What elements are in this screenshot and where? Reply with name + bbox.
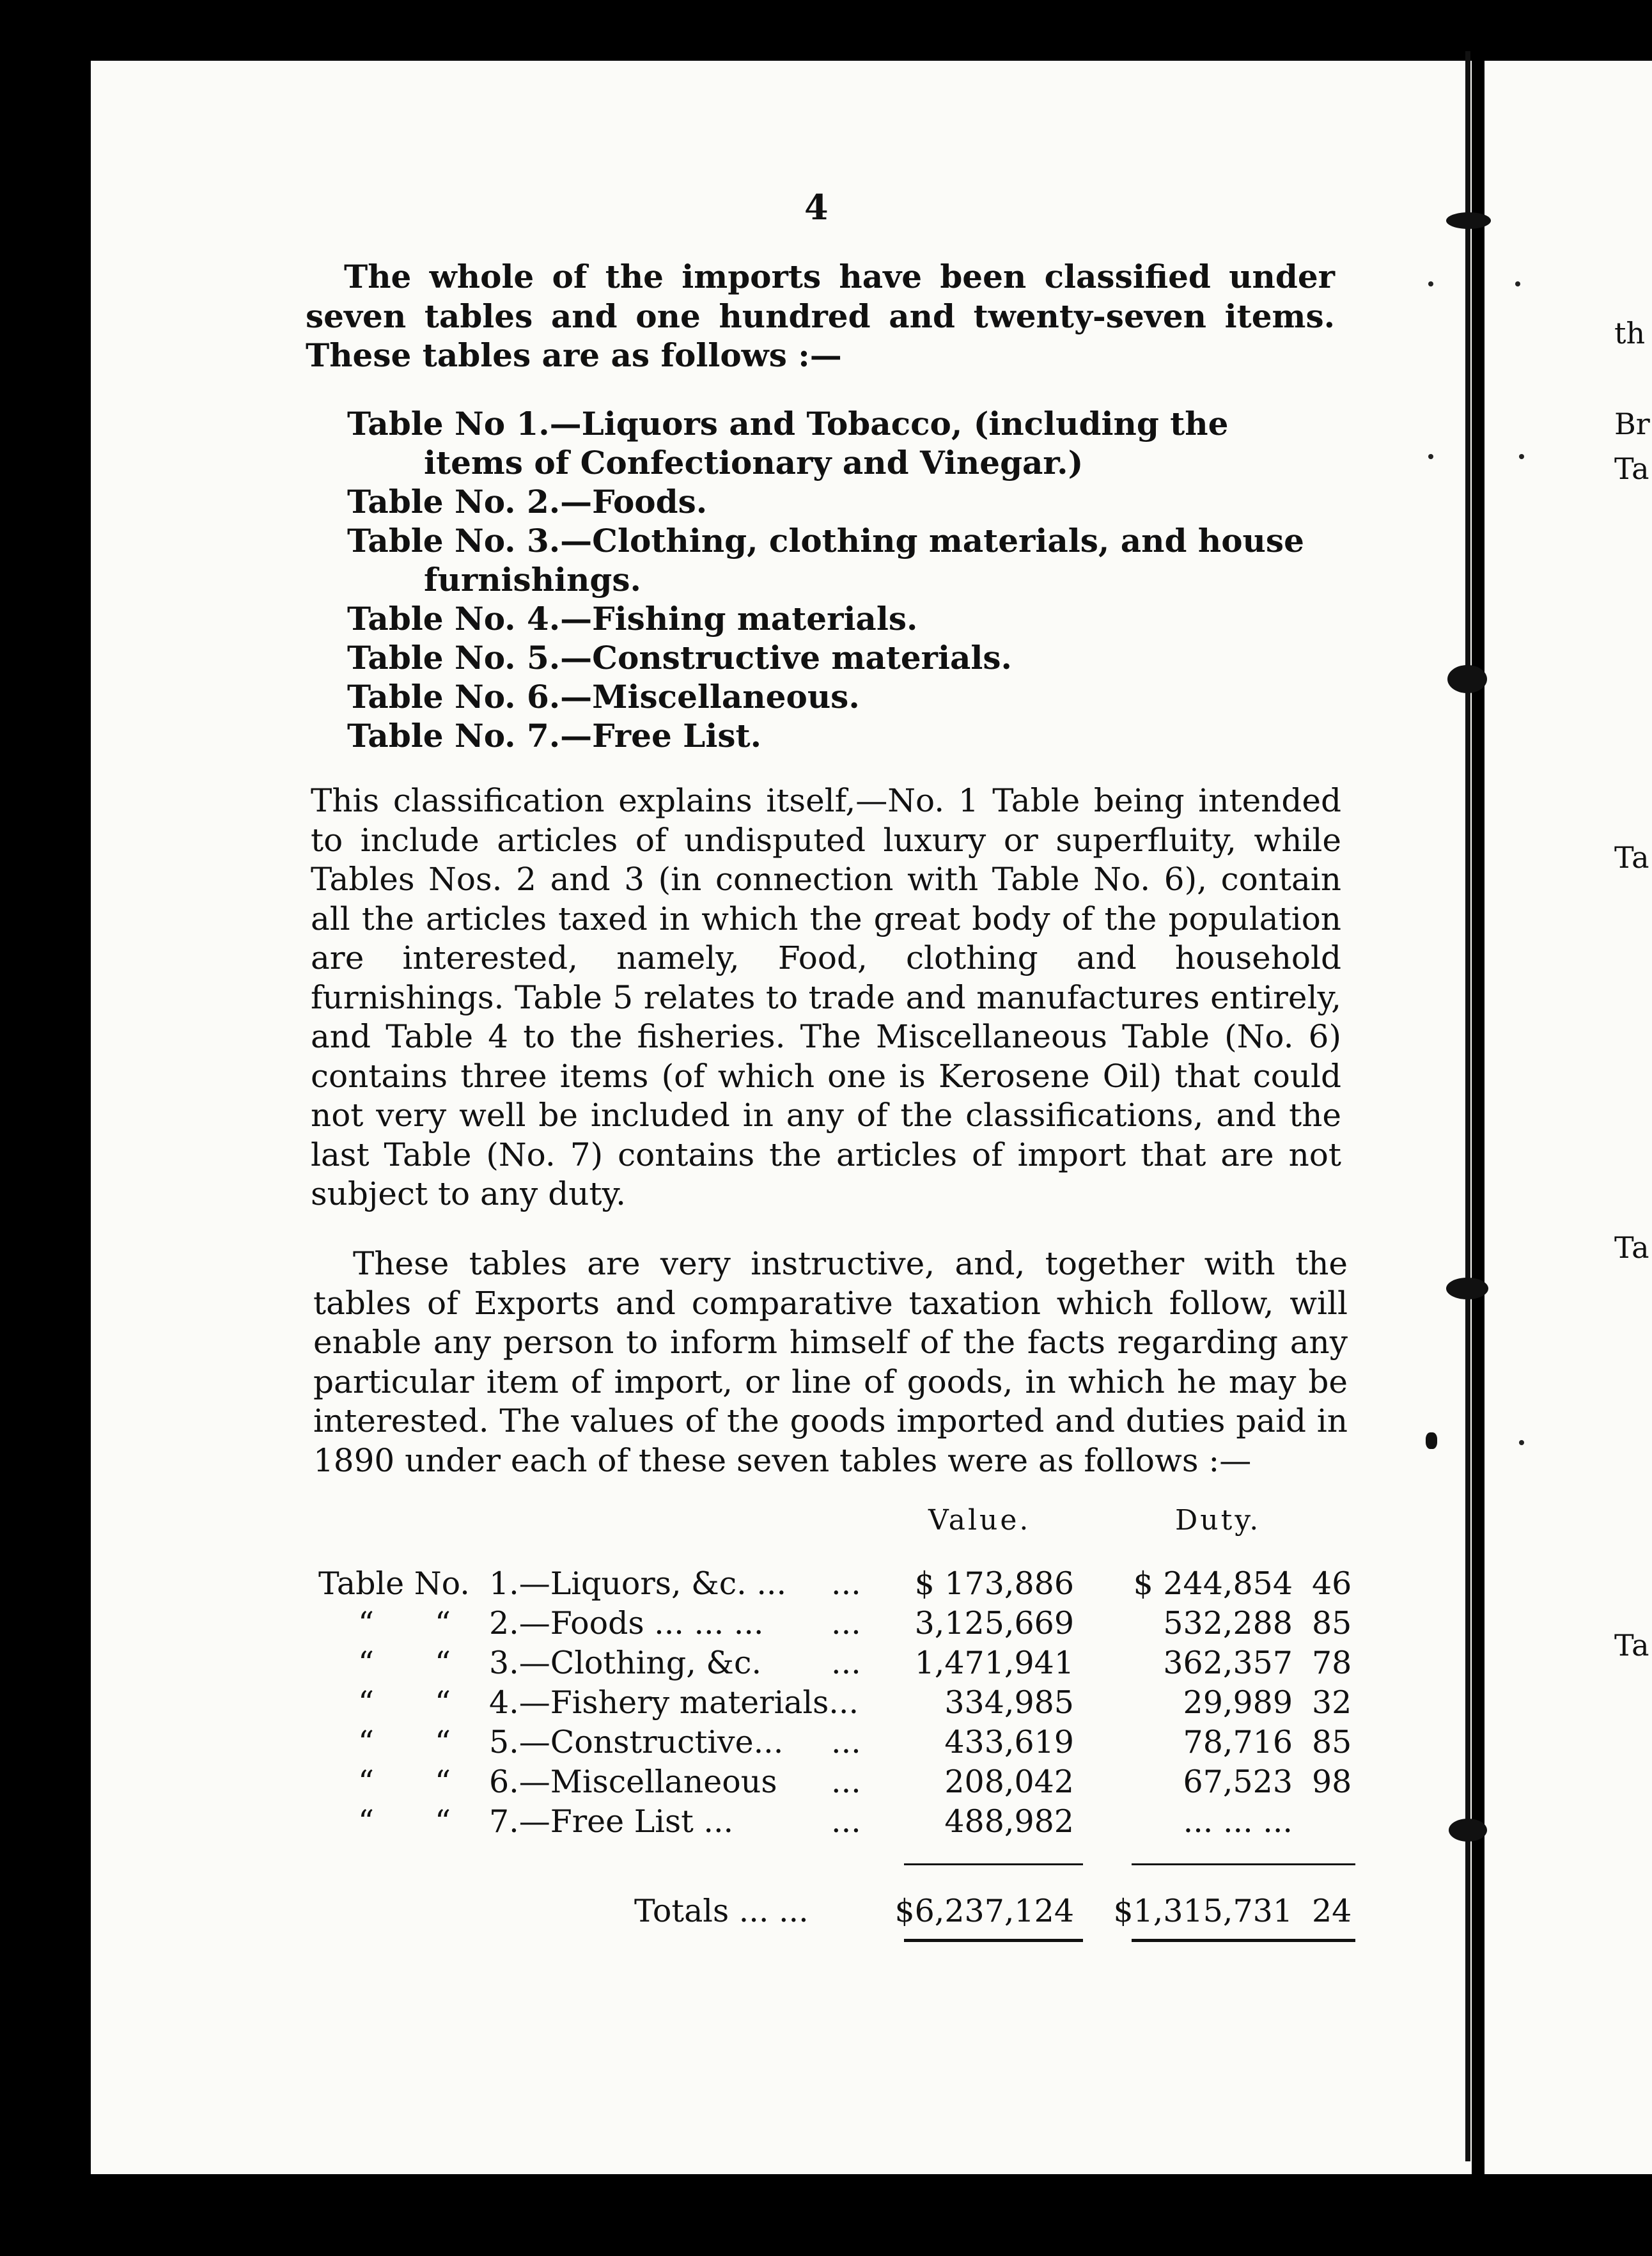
tables-paragraph: These tables are very instructive, and, together with the tables of Exports and comparative taxation which follow, will enable any person to inform himself of the facts regarding any particular item of import, or line of goods, in which he may be interested. The values of the goods imported and duties paid in 1890 under each of these seven tables were as follows :— — [313, 1245, 1348, 1479]
page-number: 4 — [804, 187, 829, 228]
table-row — [0, 1683, 1470, 1723]
row-cents: 78 — [1312, 1645, 1352, 1681]
row-duty: 78,716 — [1183, 1724, 1293, 1760]
row-value: 433,619 — [944, 1724, 1074, 1760]
ditto-mark: “ — [435, 1645, 451, 1681]
row-leader: ... — [831, 1803, 861, 1840]
table-row — [0, 1643, 1470, 1683]
row-value: 1,471,941 — [914, 1645, 1074, 1681]
ditto-mark: “ — [358, 1684, 375, 1721]
ditto-mark: “ — [358, 1605, 375, 1641]
row-label: 2.—Foods ... ... ... — [489, 1605, 764, 1641]
list-item: Table No. 4.—Fishing materials. — [347, 600, 918, 638]
ditto-mark: “ — [358, 1803, 375, 1840]
total-rule — [904, 1939, 1083, 1942]
ditto-mark: “ — [358, 1764, 375, 1800]
binding-hole — [1428, 281, 1433, 286]
sum-rule — [1132, 1863, 1355, 1865]
list-item: Table No. 7.—Free List. — [347, 717, 761, 755]
row-cents: 85 — [1312, 1724, 1352, 1760]
facing-page-text: Ta — [1614, 451, 1649, 486]
facing-page-text: Ta — [1614, 840, 1649, 875]
classification-paragraph: This classification explains itself,—No. 1 Table being intended to include articles of undisputed luxury or superfluity, while Tables Nos. 2 and 3 (in connection with Table No. 6), contain all the articles taxed in which the great body of the population are interested, namely, Food, clothing and household furnishings. Table 5 relates to trade and manufactures entirely, and Table 4 to the fisheries. The Miscellaneous Table (No. 6) contains three items (of which one is Kerosene Oil) that could not very well be included in any of the classifications, and the last Table (No. 7) contains the articles of import that are not subject to any duty. — [311, 782, 1341, 1212]
intro-paragraph: The whole of the imports have been classified under seven tables and one hundred and twenty-seven items. These tables are as follows :— — [306, 258, 1335, 374]
table-row — [0, 1723, 1470, 1762]
row-value: $ 173,886 — [914, 1565, 1074, 1602]
row-leader: ... — [831, 1605, 861, 1641]
binding-hole — [1519, 454, 1524, 459]
binding-hole — [1519, 1440, 1524, 1445]
facing-page — [1484, 61, 1652, 2174]
list-item: Table No 1.—Liquors and Tobacco, (including the items of Confectionary and Vinegar.) — [347, 405, 1229, 482]
ditto-mark: “ — [435, 1803, 451, 1840]
row-cents: 85 — [1312, 1605, 1352, 1641]
row-label: 3.—Clothing, &c. — [489, 1645, 762, 1681]
row-leader: ... — [831, 1724, 861, 1760]
row-leader: ... — [831, 1645, 861, 1681]
row-label: 1.—Liquors, &c. ... — [489, 1565, 787, 1602]
ditto-mark: “ — [435, 1684, 451, 1721]
binding-hole — [1428, 454, 1433, 459]
row-label: 5.—Constructive... — [489, 1724, 784, 1760]
row-label: 7.—Free List ... — [489, 1803, 734, 1840]
row-cents: 32 — [1312, 1684, 1352, 1721]
row-leader: ... — [831, 1565, 861, 1602]
value-column-header: Value. — [928, 1504, 1031, 1537]
list-item: Table No. 6.—Miscellaneous. — [347, 678, 860, 716]
binding-knot — [1447, 665, 1487, 693]
facing-page-text: Ta — [1614, 1230, 1649, 1265]
row-cents: 98 — [1312, 1764, 1352, 1800]
binding-knot — [1446, 1278, 1488, 1299]
totals-label: Totals ... ... — [634, 1893, 809, 1929]
row-label: 6.—Miscellaneous — [489, 1764, 777, 1800]
table-row — [0, 1604, 1470, 1643]
table-list — [347, 404, 1338, 755]
totals-cents: 24 — [1312, 1893, 1352, 1929]
total-rule — [1132, 1939, 1355, 1942]
row-value: 334,985 — [944, 1684, 1074, 1721]
row-duty: 67,523 — [1183, 1764, 1293, 1800]
row-prefix: Table No. — [318, 1565, 470, 1602]
row-value: 488,982 — [944, 1803, 1074, 1840]
row-duty: 532,288 — [1163, 1605, 1293, 1641]
facing-page-text: Ta — [1614, 1628, 1649, 1663]
list-item: Table No. 5.—Constructive materials. — [347, 639, 1012, 677]
row-value: 208,042 — [944, 1764, 1074, 1800]
table-row — [0, 1802, 1470, 1842]
row-duty: 29,989 — [1183, 1684, 1293, 1721]
ditto-mark: “ — [435, 1605, 451, 1641]
row-label: 4.—Fishery materials... — [489, 1684, 859, 1721]
facing-page-text: Br — [1614, 407, 1650, 441]
totals-duty: $1,315,731 — [1113, 1893, 1293, 1929]
row-duty: 362,357 — [1163, 1645, 1293, 1681]
binding-gutter — [1465, 51, 1470, 2161]
row-leader: ... — [831, 1764, 861, 1800]
row-cents: 46 — [1312, 1565, 1352, 1602]
row-duty: $ 244,854 — [1133, 1565, 1293, 1602]
list-item: Table No. 3.—Clothing, clothing materials, and house furnishings. — [347, 522, 1304, 599]
binding-hole — [1515, 281, 1520, 286]
ditto-mark: “ — [358, 1645, 375, 1681]
facing-page-text: th — [1614, 316, 1646, 350]
ditto-mark: “ — [358, 1724, 375, 1760]
binding-knot — [1446, 212, 1491, 229]
table-row — [0, 1564, 1470, 1604]
ditto-mark: “ — [435, 1764, 451, 1800]
sum-rule — [904, 1863, 1083, 1865]
totals-row — [0, 1892, 1470, 1931]
row-duty: ... ... ... — [1183, 1803, 1293, 1840]
table-row — [0, 1762, 1470, 1802]
binding-knot — [1426, 1432, 1437, 1449]
totals-value: $6,237,124 — [894, 1893, 1074, 1929]
duty-column-header: Duty. — [1175, 1504, 1261, 1537]
list-item: Table No. 2.—Foods. — [347, 483, 708, 521]
row-value: 3,125,669 — [914, 1605, 1074, 1641]
ditto-mark: “ — [435, 1724, 451, 1760]
